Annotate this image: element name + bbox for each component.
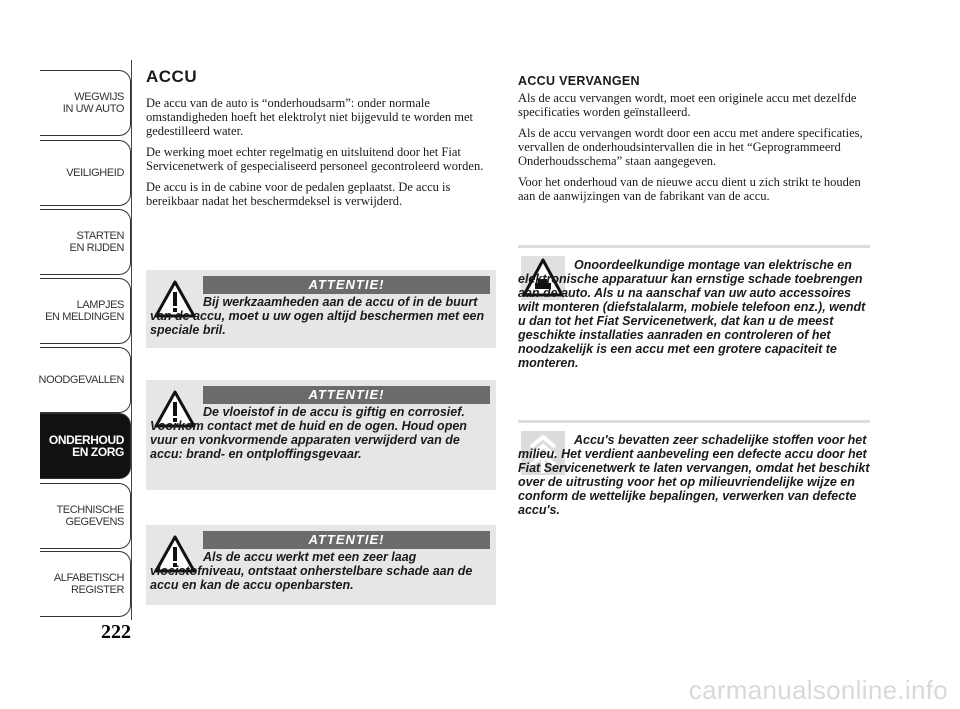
note-box xyxy=(518,420,870,548)
warning-text: Als de accu werkt met een zeer laag vloeistofniveau, ontstaat onherstelbare schade aan de accu en kan de accu openbarsten. xyxy=(150,550,473,592)
tab-label: ALFABETISCH REGISTER xyxy=(53,572,124,596)
tab-label: WEGWIJS IN UW AUTO xyxy=(62,91,124,115)
paragraph: Voor het onderhoud van de nieuwe accu dient u zich strikt te houden aan de aanwijzingen van de fabrikant van de accu. xyxy=(518,175,861,203)
tab-divider xyxy=(131,60,132,620)
left-column xyxy=(146,67,496,215)
page-number: 222 xyxy=(101,621,131,643)
tab-label: NOODGEVALLEN xyxy=(38,374,124,386)
warning-text: De vloeistof in de accu is giftig en corrosief. Voorkom contact met de huid en de ogen. Houd open vuur en vonkvormende apparaten verwijderd van de accu: brand- en ontploffingsgevaar. xyxy=(150,405,467,461)
warning-box xyxy=(146,525,496,605)
warning-heading: ATTENTIE! xyxy=(203,531,490,549)
warning-box xyxy=(146,270,496,348)
right-column xyxy=(518,70,870,210)
tab-label: ONDERHOUD EN ZORG xyxy=(48,433,124,459)
paragraph: De accu is in de cabine voor de pedalen geplaatst. De accu is bereikbaar nadat het beschermdeksel is verwijderd. xyxy=(146,180,451,208)
section-title: ACCU xyxy=(146,67,198,86)
paragraph: Als de accu vervangen wordt door een accu met andere specificaties, vervallen de onderhoudsintervallen die in het “Geprogrammeerd Onderhoudsschema” staan aangegeven. xyxy=(518,126,863,168)
warning-box xyxy=(146,380,496,490)
tab-alfabetisch[interactable] xyxy=(40,551,131,617)
tab-label: STARTEN EN RIJDEN xyxy=(69,230,124,254)
warning-text: Bij werkzaamheden aan de accu of in de buurt van de accu, moet u uw ogen altijd beschermen met een speciale bril. xyxy=(150,295,485,337)
tab-label: LAMPJES EN MELDINGEN xyxy=(45,299,124,323)
warning-heading: ATTENTIE! xyxy=(203,276,490,294)
tab-veiligheid[interactable] xyxy=(40,140,131,206)
paragraph: De accu van de auto is “onderhoudsarm”: onder normale omstandigheden hoeft het elektrolyt niet bijgevuld te worden met gedestilleerd water. xyxy=(146,96,473,138)
tab-lampjes[interactable] xyxy=(40,278,131,344)
tab-label: VEILIGHEID xyxy=(66,167,124,179)
tab-wegwijs[interactable] xyxy=(40,70,131,136)
tab-starten[interactable] xyxy=(40,209,131,275)
paragraph: De werking moet echter regelmatig en uitsluitend door het Fiat Servicenetwerk of gespecialiseerd personeel gecontroleerd worden. xyxy=(146,145,484,173)
paragraph: Als de accu vervangen wordt, moet een originele accu met dezelfde specificaties worden geïnstalleerd. xyxy=(518,91,857,119)
section-title: ACCU VERVANGEN xyxy=(518,74,640,88)
tab-technische[interactable] xyxy=(40,483,131,549)
note-text: Onoordeelkundige montage van elektrische en elektronische apparatuur kan ernstige schade toebrengen aan de auto. Als u na aanschaf van uw auto accessoires wilt monteren (diefstalalarm, mobiele telefoon enz.), wendt u dan tot het Fiat Servicenetwerk, dat kan u de meest geschikte installaties aanraden en controleren of het noodzakelijk is een accu met een grotere capaciteit te monteren. xyxy=(518,258,866,370)
warning-heading: ATTENTIE! xyxy=(203,386,490,404)
tab-label: TECHNISCHE GEGEVENS xyxy=(56,504,124,528)
note-text: Accu's bevatten zeer schadelijke stoffen voor het milieu. Het verdient aanbeveling een defecte accu door het Fiat Servicenetwerk te laten vervangen, omdat het beschikt over de uitrusting voor het op milieuvriendelijke wijze en conform de wettelijke bepalingen, verwerken van defecte accu's. xyxy=(518,433,870,517)
tab-onderhoud[interactable] xyxy=(40,413,131,479)
tab-noodgevallen[interactable] xyxy=(40,347,131,413)
watermark: carmanualsonline.info xyxy=(688,675,948,705)
note-box xyxy=(518,245,870,398)
